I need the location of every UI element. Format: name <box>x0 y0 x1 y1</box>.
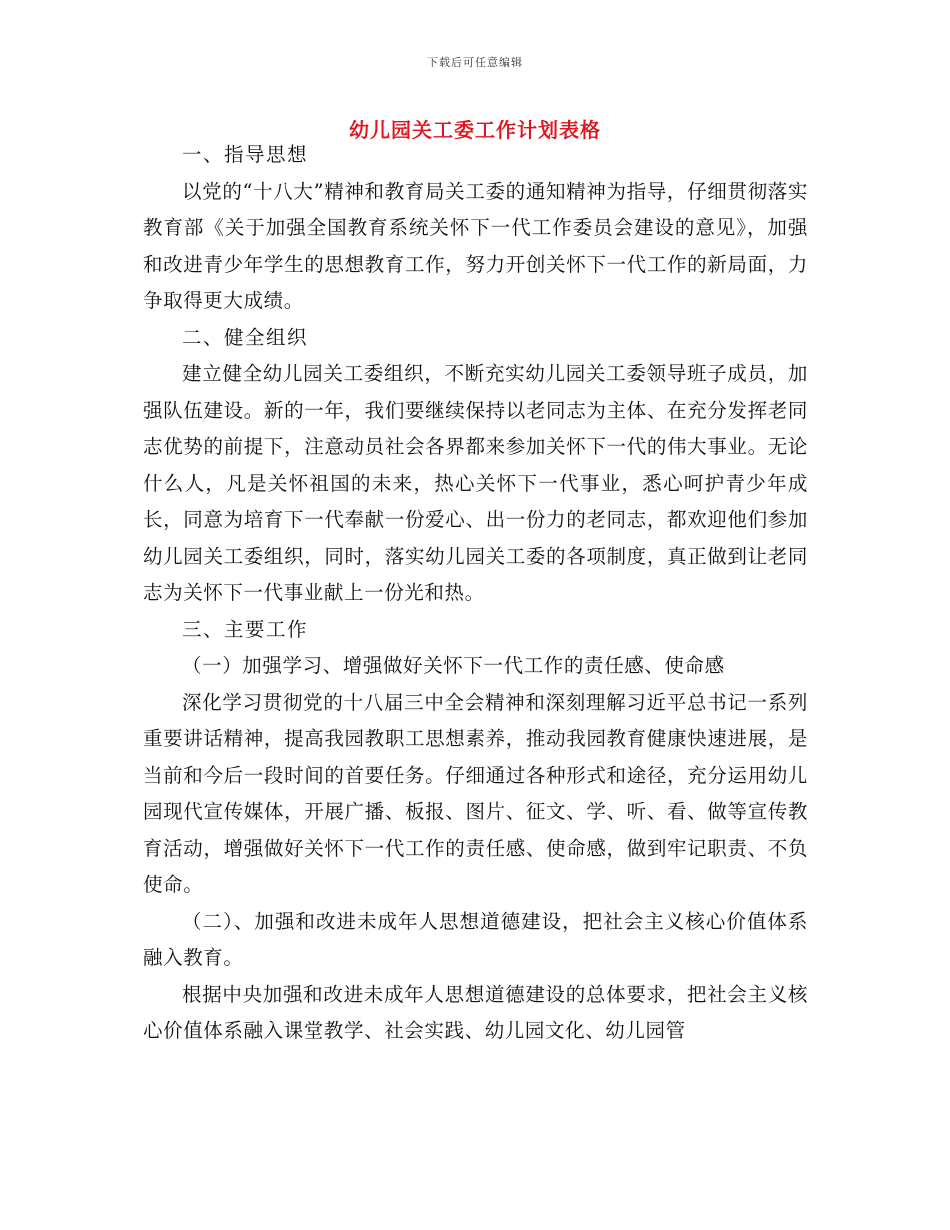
document-body <box>143 137 808 1050</box>
paragraph-guiding-ideology: 以党的“十八大”精神和教育局关工委的通知精神为指导，仔细贯彻落实教育部《关于加强全国教育系统关怀下一代工作委员会建设的意见》，加强和改进青少年学生的思想教育工作，努力开创关怀下一代工作的新局面，力争取得更大成绩。 <box>143 179 808 312</box>
subheading-study: （一）加强学习、增强做好关怀下一代工作的责任感、使命感 <box>182 654 725 677</box>
paragraph-organization: 建立健全幼儿园关工委组织，不断充实幼儿园关工委领导班子成员，加强队伍建设。新的一年，我们要继续保持以老同志为主体、在充分发挥老同志优势的前提下，注意动员社会各界都来参加关怀下一代的伟大事业。无论什么人，凡是关怀祖国的未来，热心关怀下一代事业，悉心呵护青少年成长，同意为培育下一代奉献一份爱心、出一份力的老同志，都欢迎他们参加幼儿园关工委组织，同时，落实幼儿园关工委的各项制度，真正做到让老同志为关怀下一代事业献上一份光和热。 <box>143 362 808 604</box>
header-note: 下载后可任意编辑 <box>427 56 523 69</box>
section-heading-main-work: 三、主要工作 <box>182 617 309 641</box>
document-title: 幼儿园关工委工作计划表格 <box>349 118 601 142</box>
section-heading-organization: 二、健全组织 <box>182 325 309 349</box>
subheading-moral-education: （二）、加强和改进未成年人思想道德建设，把社会主义核心价值体系融入教育。 <box>143 909 808 969</box>
paragraph-study: 深化学习贯彻党的十八届三中全会精神和深刻理解习近平总书记一系列重要讲话精神，提高我园教职工思想素养，推动我园教育健康快速进展，是当前和今后一段时间的首要任务。仔细通过各种形式和途径，充分运用幼儿园现代宣传媒体，开展广播、板报、图片、征文、学、听、看、做等宣传教育活动，增强做好关怀下一代工作的责任感、使命感，做到牢记职责、不负使命。 <box>143 690 808 896</box>
section-heading-guiding-ideology: 一、指导思想 <box>182 143 309 166</box>
paragraph-moral-education: 根据中央加强和改进未成年人思想道德建设的总体要求，把社会主义核心价值体系融入课堂教学、社会实践、幼儿园文化、幼儿园管 <box>143 982 808 1042</box>
